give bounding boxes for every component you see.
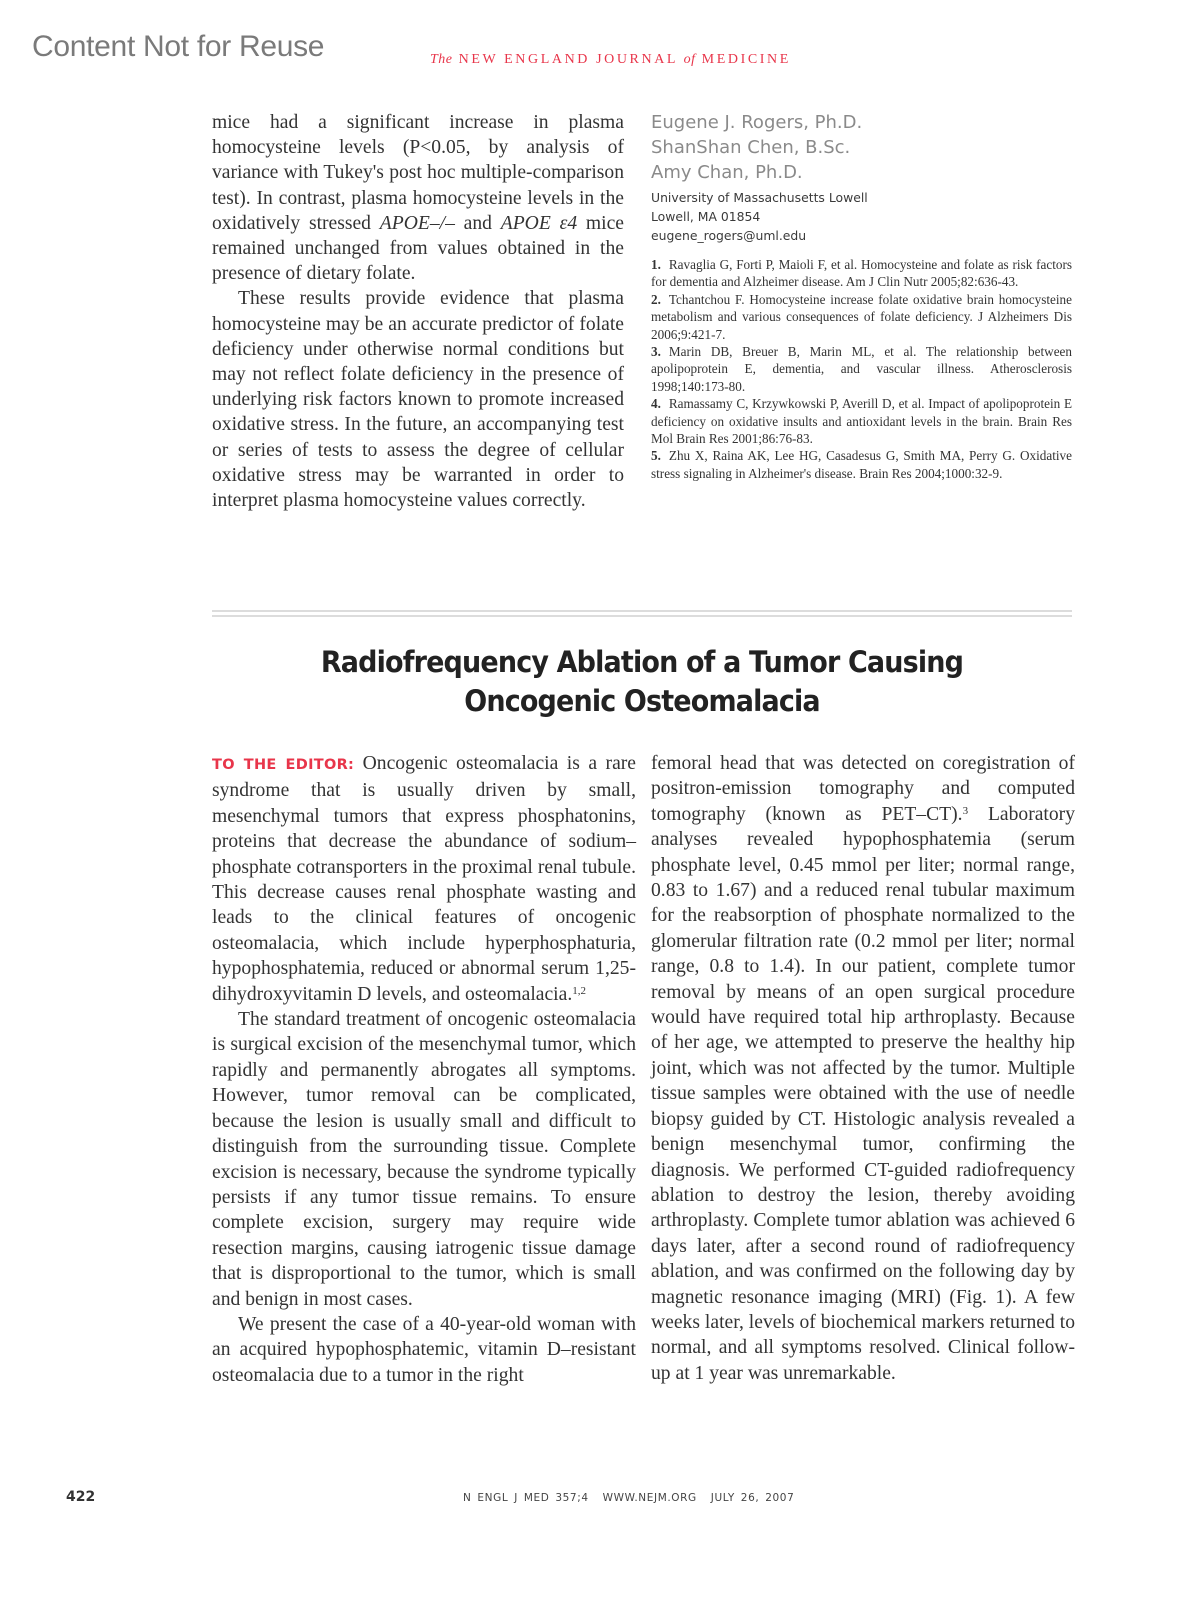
article-paragraph [651,751,1075,1386]
gene-name: APOE ε4 [500,212,578,234]
running-head-of: of [683,52,696,67]
previous-letter-paragraph: These results provide evidence that plasma homocysteine may be an accurate predictor of folate deficiency under otherwise normal conditions but may not reflect folate deficiency in the presence of underlying risk factors known to promote increased oxidative stress. In the future, an accompanying test or series of tests to assess the degree of cellular oxidative stress may be warranted in order to interpret plasma homocysteine values correctly. [212,288,624,512]
previous-letter-body [212,110,624,513]
affiliation-address: Lowell, MA 01854 [651,209,761,224]
page-number: 422 [66,1489,96,1505]
reference-item [651,447,1072,482]
journal-citation: N ENGL J MED 357;4 [463,1492,589,1504]
author-email[interactable]: eugene_rogers@uml.edu [651,228,807,243]
article-paragraph: We present the case of a 40-year-old woman with an acquired hypophosphatemic, vitamin D–resistant osteomalacia due to a tumor in the right [212,1313,636,1386]
page-footer [463,1492,794,1504]
reference-list [651,256,1072,482]
reference-item [651,395,1072,447]
reference-text: Ravaglia G, Forti P, Maioli F, et al. Homocysteine and folate as risk factors for dementia and Alzheimer disease. Am J Clin Nutr 2005;82:636-43. [651,257,1072,290]
reference-item [651,256,1072,291]
reference-item [651,291,1072,343]
text-run: mice had a significant increase in plasma homocysteine levels (P<0.05, by analysis of variance with Tukey's post hoc multiple-comparison test). In contrast, plasma homocysteine levels in the oxidatively stressed [212,112,624,234]
running-head-the: The [430,52,453,67]
to-the-editor-kicker: TO THE EDITOR: [212,757,355,773]
text-run: and [454,212,501,234]
article-title [242,643,1042,721]
reference-text: Marin DB, Breuer B, Marin ML, et al. The relationship between apolipoprotein E, dementia, and vascular illness. Atherosclerosis 1998;140:173-80. [651,344,1072,394]
reference-number: 2. [651,291,661,307]
reference-number: 3. [651,344,661,360]
article-column-right [651,751,1075,1386]
reference-number: 5. [651,448,661,464]
text-run: femoral head that was detected on coregistration of positron-emission tomography and computed tomography (known as PET–CT). [651,753,1075,825]
issue-date: JULY 26, 2007 [710,1492,795,1504]
article-column-left [212,751,636,1388]
running-head-part2: MEDICINE [701,52,791,67]
watermark: Content Not for Reuse [32,30,325,63]
citation-superscript: 1,2 [572,984,586,997]
previous-letter-paragraph [212,110,624,286]
affiliation-institution: University of Massachusetts Lowell [651,190,868,205]
author-signature [651,110,1071,245]
reference-number: 4. [651,396,661,412]
article-paragraph [212,751,636,1007]
article-title-line: Oncogenic Osteomalacia [464,684,820,718]
author-name: ShanShan Chen, B.Sc. [651,137,851,158]
reference-text: Zhu X, Raina AK, Lee HG, Casadesus G, Smith MA, Perry G. Oxidative stress signaling in Alzheimer's disease. Brain Res 2004;1000:32-9. [651,448,1072,481]
journal-website[interactable]: WWW.NEJM.ORG [602,1492,697,1504]
reference-number: 1. [651,257,661,272]
author-name: Amy Chan, Ph.D. [651,162,803,183]
text-run: mice remained unchanged from values obtained in the presence of dietary folate. [212,212,624,285]
article-title-line: Radiofrequency Ablation of a Tumor Causing [320,645,964,679]
text-run: Oncogenic osteomalacia is a rare syndrome that is usually driven by small, mesenchymal tumors that express phosphatonins, proteins that decrease the abundance of sodium–phosphate cotransporters in the proximal renal tubule. This decrease causes renal phosphate wasting and leads to the clinical features of oncogenic osteomalacia, which include hyperphosphaturia, hypophosphatemia, reduced or abnormal serum 1,25-dihydroxyvitamin D levels, and osteomalacia. [212,753,636,1005]
running-head-part1: NEW ENGLAND JOURNAL [458,52,678,67]
gene-name: APOE–/– [379,212,455,234]
article-paragraph: The standard treatment of oncogenic osteomalacia is surgical excision of the mesenchymal tumor, which rapidly and permanently abrogates all symptoms. However, tumor removal can be complicated, because the lesion is usually small and difficult to distinguish from the surrounding tissue. Complete excision is necessary, because the syndrome typically persists if any tumor tissue remains. To ensure complete excision, surgery may require wide resection margins, causing iatrogenic tissue damage that is disproportional to the tumor, which is small and benign in most cases. [212,1009,636,1310]
citation-superscript: 3 [962,804,969,817]
author-name: Eugene J. Rogers, Ph.D. [651,112,863,133]
running-head [430,52,791,68]
text-run: Laboratory analyses revealed hypophosphatemia (serum phosphate level, 0.45 mmol per liter; normal range, 0.83 to 1.67) and a reduced renal tubular maximum for the reabsorption of phosphate normalized to the glomerular filtration rate (0.2 mmol per liter; normal range, 0.8 to 1.4). In our patient, complete tumor removal by means of an open surgical procedure would have required total hip arthroplasty. Because of her age, we attempted to preserve the healthy hip joint, which was not affected by the tumor. Multiple tissue samples were obtained with the use of needle biopsy guided by CT. Histologic analysis revealed a benign mesenchymal tumor, confirming the diagnosis. We performed CT-guided radiofrequency ablation to destroy the lesion, thereby avoiding arthroplasty. Complete tumor ablation was achieved 6 days later, after a second round of radiofrequency ablation, and was confirmed on the following day by magnetic resonance imaging (MRI) (Fig. 1). A few weeks later, levels of biochemical markers returned to normal, and all symptoms resolved. Clinical follow-up at 1 year was unremarkable. [651,803,1075,1384]
reference-item [651,343,1072,395]
reference-text: Ramassamy C, Krzywkowski P, Averill D, et al. Impact of apolipoprotein E deficiency on oxidative insults and antioxidant levels in the brain. Brain Res Mol Brain Res 2001;86:76-83. [651,396,1072,447]
section-divider [212,610,1072,617]
reference-text: Tchantchou F. Homocysteine increase folate oxidative brain homocysteine metabolism and various consequences of folate deficiency. J Alzheimers Dis 2006;9:421-7. [651,291,1072,342]
